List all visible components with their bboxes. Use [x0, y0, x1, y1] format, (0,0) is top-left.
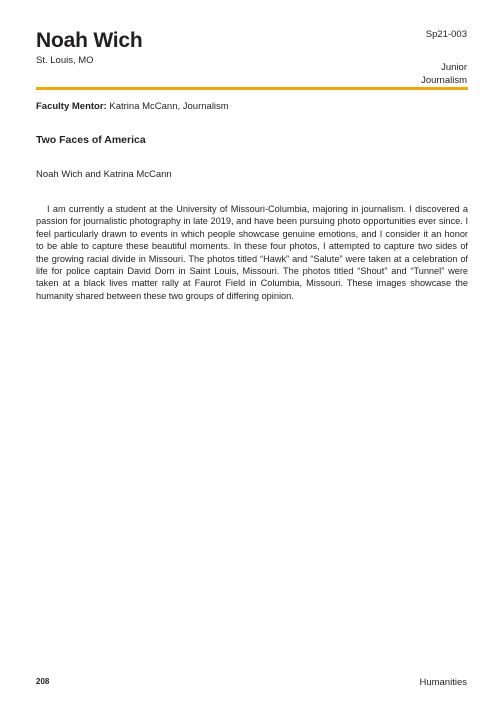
- abstract-code: Sp21-003: [425, 29, 467, 40]
- mentor-value: Katrina McCann, Journalism: [109, 101, 229, 112]
- student-major: Journalism: [421, 75, 467, 86]
- faculty-mentor: [36, 101, 229, 112]
- student-name: Noah Wich: [36, 29, 143, 52]
- student-info: [421, 61, 467, 87]
- student-year: Junior: [441, 62, 467, 73]
- mentor-label: Faculty Mentor:: [36, 101, 107, 112]
- abstract-authors: Noah Wich and Katrina McCann: [36, 169, 172, 180]
- abstract-body: I am currently a student at the University of Missouri-Columbia, majoring in journalism. I discovered a passion for journalistic photography in late 2019, and have been pursuing photo opportunities ever since. I feel particularly drawn to events in which people showcase genuine emotions, and I consider it an honor to be able to capture these beautiful moments. In these four photos, I attempted to capture two sides of the growing racial divide in Missouri. The photos titled “Hawk” and “Salute” were taken at a celebration of life for police captain David Dorn in Saint Louis, Missouri. The photos titled “Shout” and “Tunnel” were taken at a black lives matter rally at Faurot Field in Columbia, Missouri. These images showcase the humanity shared between these two groups of differing opinion.: [36, 204, 468, 301]
- abstract-title: Two Faces of America: [36, 134, 146, 146]
- section-label: Humanities: [419, 677, 467, 688]
- page-number: 208: [36, 677, 50, 686]
- accent-divider: [36, 87, 468, 90]
- student-hometown: St. Louis, MO: [36, 55, 94, 66]
